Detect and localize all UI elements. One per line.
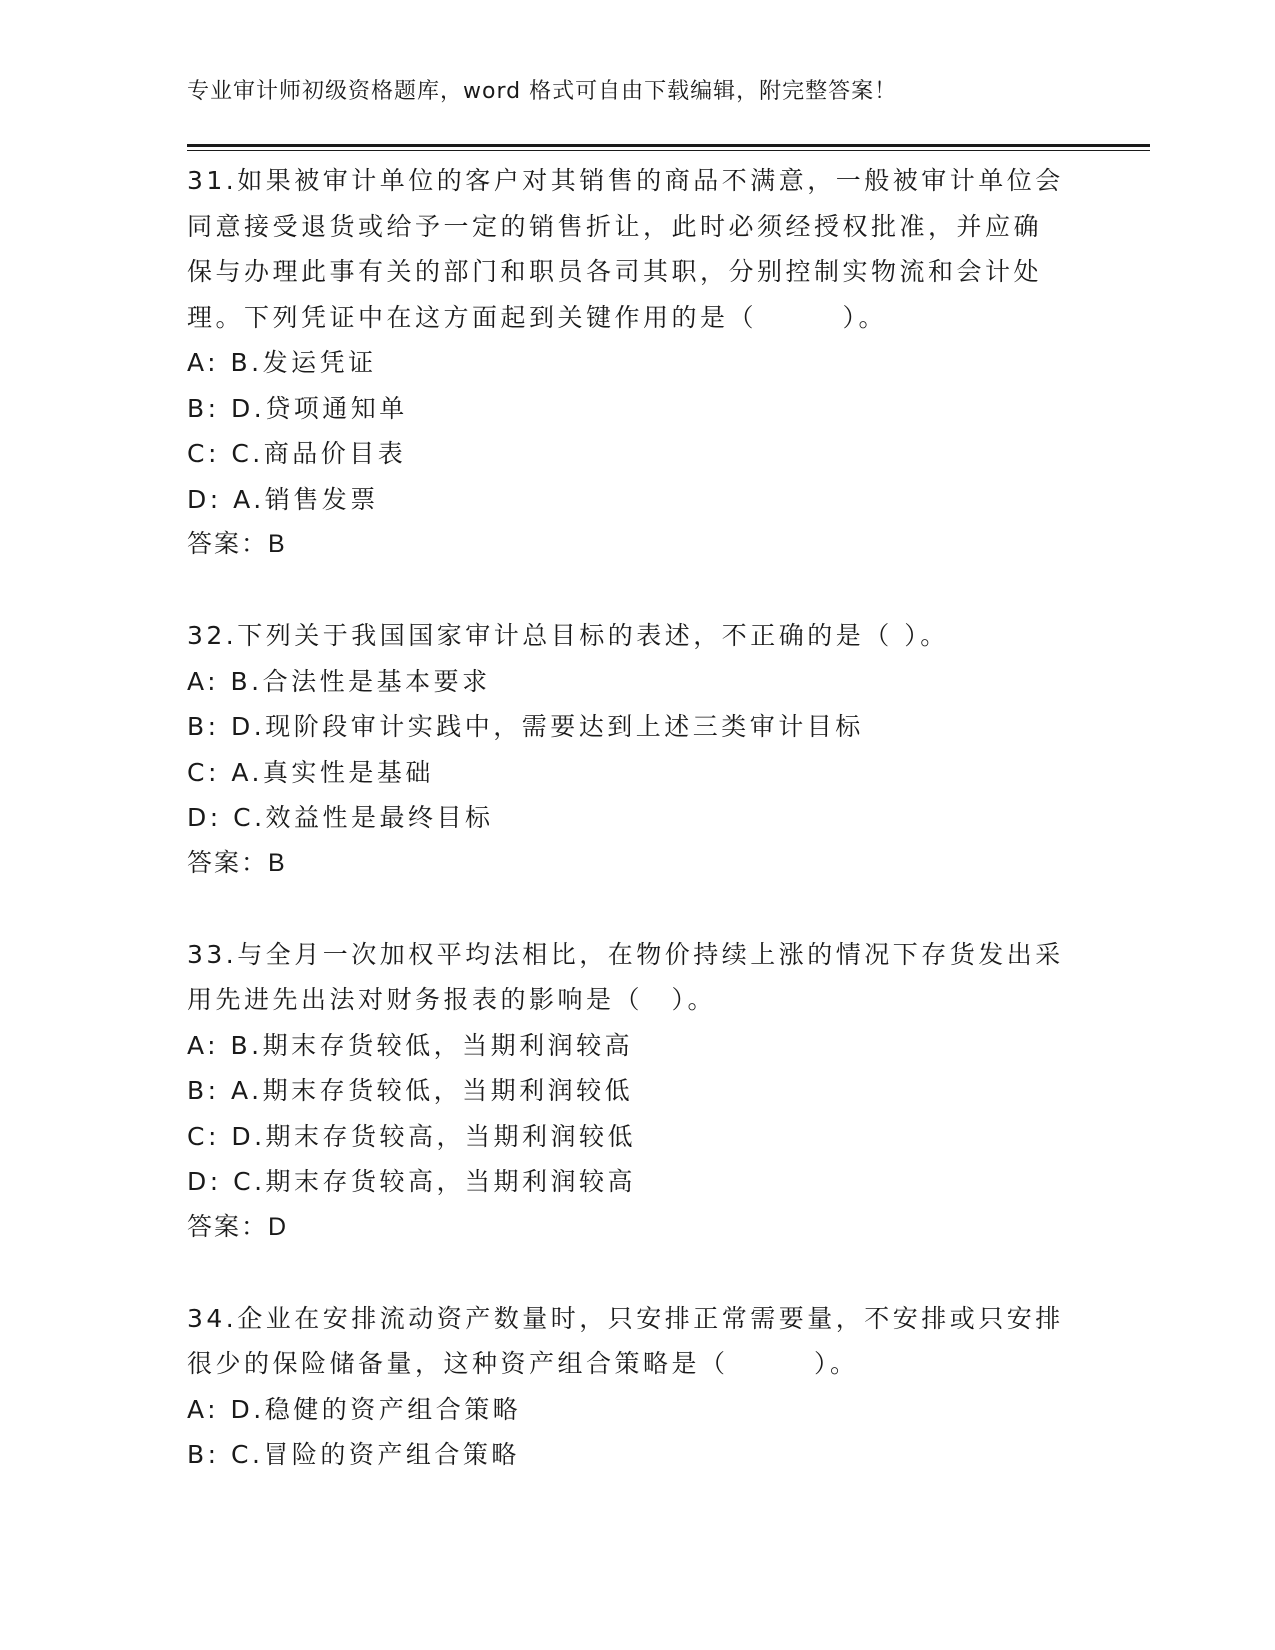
option-b: B: D.现阶段审计实践中，需要达到上述三类审计目标: [187, 712, 864, 741]
option-c: C: A.真实性是基础: [187, 757, 434, 787]
option-d: D: C.效益性是最终目标: [187, 803, 494, 832]
question-32: [187, 613, 1087, 886]
question-list: [187, 158, 1087, 1478]
question-33: [187, 932, 1087, 1251]
question-stem-line: 34.企业在安排流动资产数量时，只安排正常需要量，不安排或只安排: [187, 1303, 1064, 1333]
question-spacer: [187, 886, 1087, 932]
option-a: A: B.合法性是基本要求: [187, 666, 491, 696]
question-spacer: [187, 1250, 1087, 1296]
question-stem-line: 理。下列凭证中在这方面起到关键作用的是（ ）。: [187, 302, 888, 332]
answer-line: 答案：D: [187, 1212, 289, 1241]
question-stem-line: 同意接受退货或给予一定的销售折让，此时必须经授权批准，并应确: [187, 211, 1043, 241]
option-a: A: D.稳健的资产组合策略: [187, 1394, 522, 1424]
option-c: C: C.商品价目表: [187, 439, 407, 468]
option-d: D: A.销售发票: [187, 484, 379, 514]
option-d: D: C.期末存货较高，当期利润较高: [187, 1167, 637, 1196]
question-31: [187, 158, 1087, 568]
answer-line: 答案：B: [187, 530, 287, 558]
option-a: A: B.发运凭证: [187, 348, 377, 377]
question-stem-line: 用先进先出法对财务报表的影响是（ ）。: [187, 985, 717, 1014]
header-divider: [187, 144, 1150, 147]
question-stem-line: 很少的保险储备量，这种资产组合策略是（ ）。: [187, 1349, 859, 1378]
option-a: A: B.期末存货较低，当期利润较高: [187, 1030, 634, 1060]
option-b: B: C.冒险的资产组合策略: [187, 1440, 520, 1469]
question-stem-line: 33.与全月一次加权平均法相比，在物价持续上涨的情况下存货发出采: [187, 939, 1064, 969]
header-divider-thin: [187, 150, 1150, 151]
question-spacer: [187, 568, 1087, 614]
answer-line: 答案：B: [187, 848, 287, 877]
page-header: 专业审计师初级资格题库，word 格式可自由下载编辑，附完整答案！: [187, 79, 898, 104]
question-stem-line: 31.如果被审计单位的客户对其销售的商品不满意，一般被审计单位会: [187, 166, 1064, 195]
option-b: B: A.期末存货较低，当期利润较低: [187, 1076, 634, 1105]
question-stem-line: 32.下列关于我国国家审计总目标的表述，不正确的是（ ）。: [187, 621, 949, 650]
question-34: [187, 1296, 1087, 1478]
question-stem-line: 保与办理此事有关的部门和职员各司其职，分别控制实物流和会计处: [187, 257, 1043, 286]
option-c: C: D.期末存货较高，当期利润较低: [187, 1121, 637, 1151]
option-b: B: D.贷项通知单: [187, 393, 408, 423]
